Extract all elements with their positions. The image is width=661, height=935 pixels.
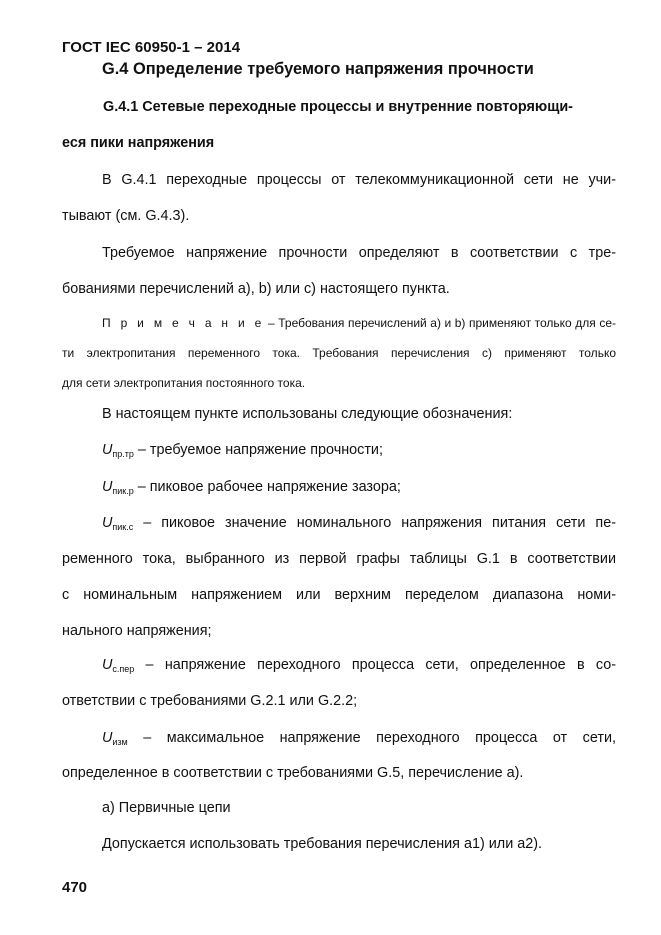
definition-text: – пиковое рабочее напряжение зазора;: [133, 479, 401, 495]
note-line3: для сети электропитания постоянного тока.: [62, 376, 306, 390]
definition-3-line2: ременного тока, выбранного из первой графы таблицы G.1 в соответствии: [62, 551, 616, 567]
definition-4-line1: [102, 657, 616, 674]
paragraph-1-line1: В G.4.1 переходные процессы от телекоммуникационной сети не учи-: [102, 172, 616, 188]
definition-text: – пиковое значение номинального напряжения питания сети пе-: [133, 515, 616, 531]
subscript: изм: [112, 737, 128, 747]
item-a-title: а) Первичные цепи: [102, 800, 231, 816]
symbol-u: U: [102, 442, 113, 458]
symbol-u: U: [102, 657, 113, 673]
definition-3-line1: [102, 515, 616, 532]
paragraph-3: В настоящем пункте использованы следующие обозначения:: [102, 406, 513, 422]
note-line1-text: – Требования перечислений а) и b) применяют только для се-: [264, 316, 616, 330]
section-title: G.4 Определение требуемого напряжения прочности: [102, 60, 534, 78]
subscript: пр.тр: [112, 449, 134, 459]
definition-4-line2: ответствии с требованиями G.2.1 или G.2.2;: [62, 693, 358, 709]
definition-2: [102, 479, 401, 496]
subsection-title-line2: еся пики напряжения: [62, 135, 215, 151]
definition-text: – максимальное напряжение переходного процесса от сети,: [127, 730, 616, 746]
symbol-u: U: [102, 730, 113, 746]
subscript: с.пер: [112, 664, 135, 674]
subscript: пик.р: [112, 486, 134, 496]
standard-header: ГОСТ IEC 60950-1 – 2014: [62, 39, 241, 56]
symbol-u: U: [102, 515, 113, 531]
subsection-title-line1: G.4.1 Сетевые переходные процессы и внутренние повторяющи-: [103, 99, 573, 115]
definition-3-line3: с номинальным напряжением или верхним переделом диапазона номи-: [62, 587, 616, 603]
paragraph-2-line2: бованиями перечислений а), b) или с) настоящего пункта.: [62, 281, 450, 297]
note-line2: ти электропитания переменного тока. Требования перечисления с) применяют только: [62, 346, 616, 360]
definition-3-line4: нального напряжения;: [62, 623, 212, 639]
item-a-text: Допускается использовать требования перечисления а1) или а2).: [102, 836, 543, 852]
page-number: 470: [62, 879, 88, 896]
note-line1: [102, 316, 616, 330]
paragraph-1-line2: тывают (см. G.4.3).: [62, 208, 190, 224]
paragraph-2-line1: Требуемое напряжение прочности определяют в соответствии с тре-: [102, 245, 616, 261]
note-label: П р и м е ч а н и е: [102, 316, 265, 330]
definition-text: – требуемое напряжение прочности;: [133, 442, 383, 458]
definition-5-line1: [102, 730, 616, 747]
definition-5-line2: определенное в соответствии с требованиями G.5, перечисление а).: [62, 765, 524, 781]
subscript: пик.с: [112, 522, 134, 532]
definition-1: [102, 442, 383, 459]
definition-text: – напряжение переходного процесса сети, определенное в со-: [134, 657, 616, 673]
symbol-u: U: [102, 479, 113, 495]
